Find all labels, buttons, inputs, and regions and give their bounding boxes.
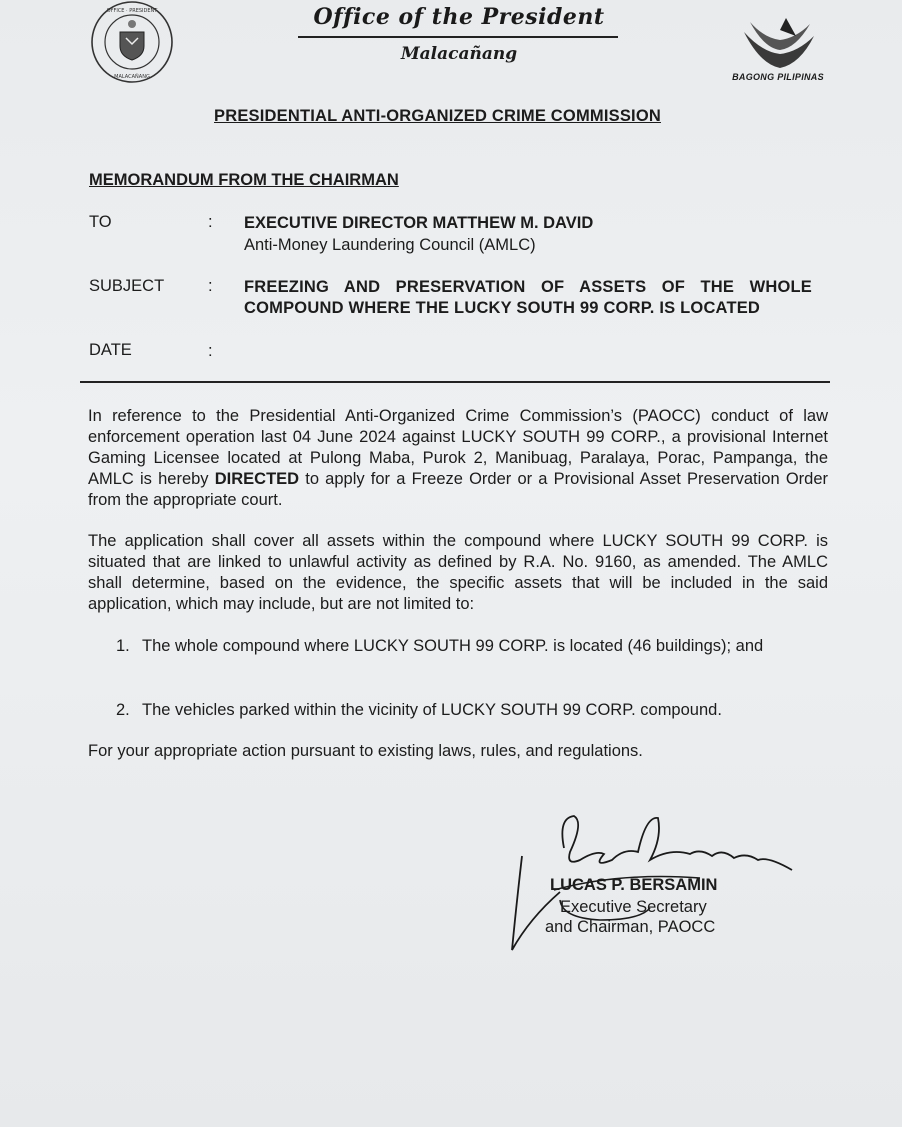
bagong-pilipinas-logo	[740, 14, 818, 74]
signatory-title-2: and Chairman, PAOCC	[545, 918, 716, 936]
to-organization: Anti-Money Laundering Council (AMLC)	[244, 236, 536, 254]
logo-caption: BAGONG PILIPINAS	[732, 72, 824, 82]
svg-text:MALACAÑANG: MALACAÑANG	[114, 74, 150, 80]
header-divider	[80, 381, 830, 383]
list-text: The whole compound where LUCKY SOUTH 99 CORP. is located (46 buildings); and	[142, 637, 764, 655]
signatory-title: Executive Secretary	[560, 898, 707, 916]
to-label: TO	[89, 213, 112, 231]
subject-label: SUBJECT	[89, 277, 165, 295]
title-rule	[298, 36, 618, 38]
list-text: The vehicles parked within the vicinity of LUCKY SOUTH 99 CORP. compound.	[142, 701, 722, 719]
subject-colon: :	[208, 277, 213, 295]
body-paragraph-2: The application shall cover all assets within the compound where LUCKY SOUTH 99 CORP. is situated that are linked to unlawful activity as defined by R.A. No. 9160, as amended. The AMLC shall determine, based on the evidence, the specific assets that will be included in the said application, which may include, but are not limited to:	[88, 532, 828, 613]
office-title: Office of the President	[313, 4, 605, 30]
list-number: 2.	[116, 701, 130, 719]
para1-directed: DIRECTED	[214, 470, 300, 488]
to-colon: :	[208, 213, 213, 231]
list-number: 1.	[116, 637, 130, 655]
para1-text-a: In reference to the Presidential Anti-Organized Crime Commission’s (PAOCC) conduct of law enforcement operation last 04 June 2024 against LUCKY SOUTH 99 CORP., a provisional Internet Gaming Licensee located at Pulong Maba, Purok 2, Manibuag, Paralaya, Porac, Pampanga, the AMLC is hereby	[88, 407, 828, 488]
to-name: EXECUTIVE DIRECTOR MATTHEW M. DAVID	[244, 214, 594, 232]
svg-text:OFFICE · PRESIDENT: OFFICE · PRESIDENT	[106, 8, 158, 14]
date-colon: :	[208, 342, 213, 360]
closing-line: For your appropriate action pursuant to existing laws, rules, and regulations.	[88, 742, 643, 760]
para1-text-b: to apply for a Freeze Order or a Provisional Asset Preservation Order from the appropriate court.	[88, 470, 829, 509]
presidential-seal	[86, 0, 178, 84]
body-paragraph-1	[88, 406, 828, 511]
office-subtitle: Malacañang	[400, 44, 518, 64]
memo-heading: MEMORANDUM FROM THE CHAIRMAN	[89, 171, 399, 189]
signatory-name: LUCAS P. BERSAMIN	[550, 876, 718, 894]
subject-text: FREEZING AND PRESERVATION OF ASSETS OF THE WHOLE COMPOUND WHERE THE LUCKY SOUTH 99 CORP. IS LOCATED	[244, 278, 812, 317]
date-label: DATE	[89, 341, 132, 359]
commission-heading: PRESIDENTIAL ANTI-ORGANIZED CRIME COMMISSION	[214, 107, 661, 125]
